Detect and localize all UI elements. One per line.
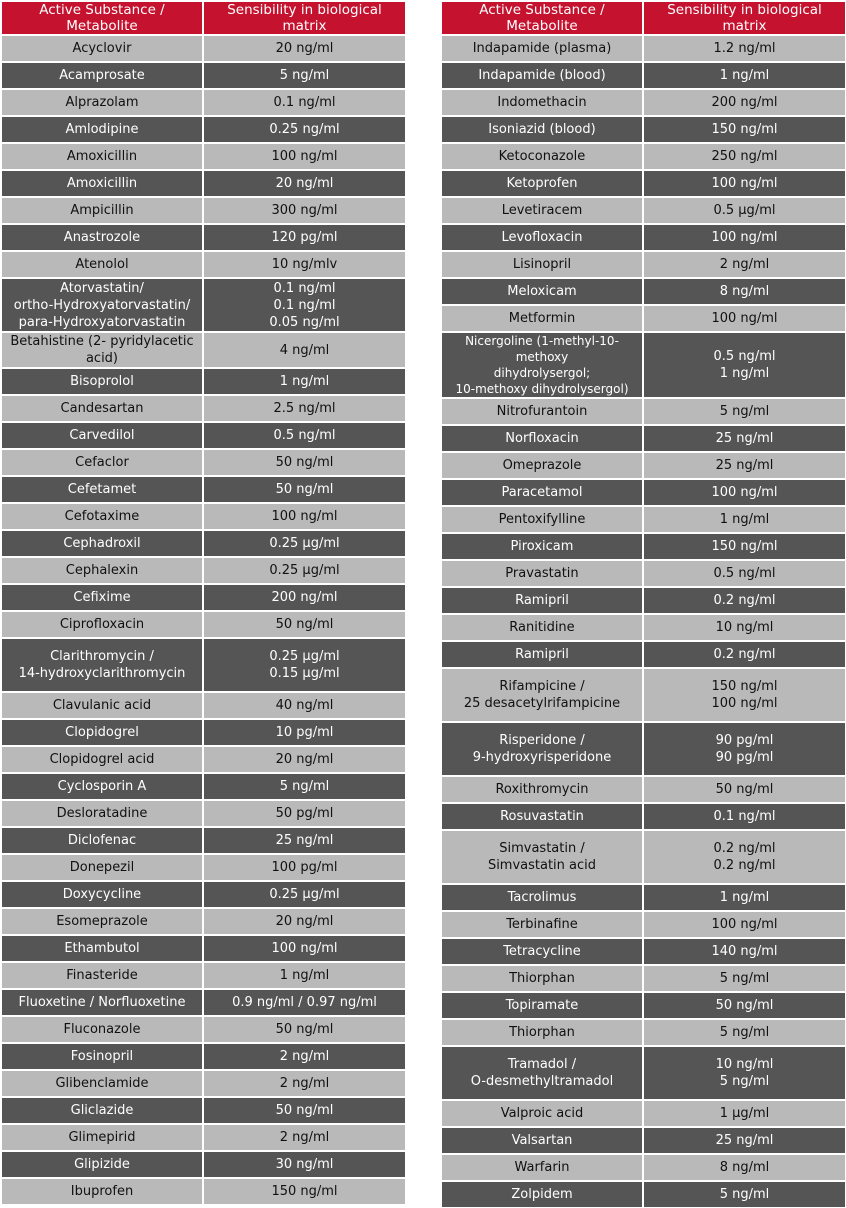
substance-cell: Ketoconazole (441, 143, 643, 170)
substance-cell: Fluoxetine / Norfluoxetine (1, 989, 203, 1016)
sensibility-cell: 0.5 ng/ml 1 ng/ml (643, 332, 846, 398)
substance-cell: Clavulanic acid (1, 692, 203, 719)
sensibility-cell: 100 ng/ml (643, 170, 846, 197)
table-row (1, 449, 406, 476)
sensibility-cell: 100 pg/ml (203, 854, 406, 881)
substance-cell: Simvastatin / Simvastatin acid (441, 830, 643, 884)
substance-cell: Ramipril (441, 587, 643, 614)
substance-cell: Acamprosate (1, 62, 203, 89)
substance-cell: Metformin (441, 305, 643, 332)
table-row (1, 1178, 406, 1205)
table-row (441, 722, 846, 776)
substance-cell: Tacrolimus (441, 884, 643, 911)
header-substance: Active Substance / Metabolite (441, 1, 643, 35)
sensibility-cell: 50 ng/ml (203, 611, 406, 638)
sensibility-cell: 0.2 ng/ml (643, 641, 846, 668)
substance-cell: Clarithromycin / 14-hydroxyclarithromycin (1, 638, 203, 692)
table-row (441, 965, 846, 992)
table-row (441, 506, 846, 533)
substance-cell: Levofloxacin (441, 224, 643, 251)
table-row (441, 587, 846, 614)
table-row (1, 800, 406, 827)
substance-cell: Betahistine (2- pyridylacetic acid) (1, 332, 203, 368)
substance-cell: Thiorphan (441, 1019, 643, 1046)
sensibility-cell: 5 ng/ml (643, 1181, 846, 1208)
sensibility-cell: 0.1 ng/ml 0.1 ng/ml 0.05 ng/ml (203, 278, 406, 332)
sensibility-cell: 2 ng/ml (203, 1124, 406, 1151)
sensibility-cell: 20 ng/ml (203, 746, 406, 773)
sensibility-cell: 50 ng/ml (643, 992, 846, 1019)
sensibility-cell: 1 ng/ml (643, 884, 846, 911)
sensibility-cell: 0.25 µg/ml 0.15 µg/ml (203, 638, 406, 692)
table-row (1, 557, 406, 584)
sensibility-cell: 1 ng/ml (203, 962, 406, 989)
sensibility-cell: 10 pg/ml (203, 719, 406, 746)
sensibility-cell: 50 ng/ml (203, 449, 406, 476)
substance-cell: Isoniazid (blood) (441, 116, 643, 143)
table-row (1, 332, 406, 368)
substance-cell: Finasteride (1, 962, 203, 989)
table-row (441, 116, 846, 143)
sensibility-cell: 120 pg/ml (203, 224, 406, 251)
sensibility-cell: 10 ng/mlv (203, 251, 406, 278)
table-row (1, 62, 406, 89)
substance-cell: Risperidone / 9-hydroxyrisperidone (441, 722, 643, 776)
sensibility-cell: 1 µg/ml (643, 1100, 846, 1127)
sensibility-cell: 100 ng/ml (203, 935, 406, 962)
sensibility-cell: 1 ng/ml (643, 506, 846, 533)
sensibility-cell: 0.25 µg/ml (203, 557, 406, 584)
table-row (1, 251, 406, 278)
table-row (441, 884, 846, 911)
table-row (1, 746, 406, 773)
substance-cell: Indomethacin (441, 89, 643, 116)
sensibility-cell: 0.9 ng/ml / 0.97 ng/ml (203, 989, 406, 1016)
substance-cell: Cephalexin (1, 557, 203, 584)
substance-cell: Cefaclor (1, 449, 203, 476)
sensibility-cell: 200 ng/ml (643, 89, 846, 116)
sensibility-cell: 5 ng/ml (643, 1019, 846, 1046)
substance-cell: Ranitidine (441, 614, 643, 641)
sensibility-cell: 5 ng/ml (203, 773, 406, 800)
substance-cell: Atorvastatin/ ortho-Hydroxyatorvastatin/ para-Hydroxyatorvastatin (1, 278, 203, 332)
table-row (1, 1016, 406, 1043)
substance-cell: Amlodipine (1, 116, 203, 143)
sensibility-cell: 0.1 ng/ml (203, 89, 406, 116)
table-row (1, 908, 406, 935)
substance-cell: Tramadol / O-desmethyltramadol (441, 1046, 643, 1100)
table-row (441, 533, 846, 560)
substance-cell: Glibenclamide (1, 1070, 203, 1097)
sensibility-cell: 0.2 ng/ml 0.2 ng/ml (643, 830, 846, 884)
table-row (1, 368, 406, 395)
table-row (441, 668, 846, 722)
substance-cell: Amoxicillin (1, 143, 203, 170)
sensibility-cell: 8 ng/ml (643, 1154, 846, 1181)
substance-cell: Pentoxifylline (441, 506, 643, 533)
substance-cell: Pravastatin (441, 560, 643, 587)
table-row (441, 479, 846, 506)
table-row (441, 776, 846, 803)
sensibility-cell: 10 ng/ml (643, 614, 846, 641)
table-row (441, 992, 846, 1019)
table-row (441, 143, 846, 170)
table-header-row (1, 1, 406, 35)
sensibility-cell: 100 ng/ml (203, 143, 406, 170)
substance-cell: Acyclovir (1, 35, 203, 62)
substance-cell: Ampicillin (1, 197, 203, 224)
table-row (1, 638, 406, 692)
substance-cell: Roxithromycin (441, 776, 643, 803)
sensibility-cell: 25 ng/ml (643, 452, 846, 479)
table-row (441, 452, 846, 479)
sensibility-cell: 250 ng/ml (643, 143, 846, 170)
substance-cell: Diclofenac (1, 827, 203, 854)
table-row (1, 197, 406, 224)
substance-cell: Tetracycline (441, 938, 643, 965)
sensibility-cell: 100 ng/ml (643, 911, 846, 938)
substance-cell: Zolpidem (441, 1181, 643, 1208)
substance-cell: Rosuvastatin (441, 803, 643, 830)
substance-cell: Ketoprofen (441, 170, 643, 197)
substance-cell: Glimepirid (1, 1124, 203, 1151)
table-row (1, 116, 406, 143)
substance-cell: Alprazolam (1, 89, 203, 116)
substance-cell: Fosinopril (1, 1043, 203, 1070)
table-row (1, 854, 406, 881)
substance-cell: Cefotaxime (1, 503, 203, 530)
substance-cell: Lisinopril (441, 251, 643, 278)
table-row (441, 251, 846, 278)
sensibility-cell: 0.5 ng/ml (203, 422, 406, 449)
substance-cell: Doxycycline (1, 881, 203, 908)
table-row (441, 35, 846, 62)
substance-cell: Terbinafine (441, 911, 643, 938)
table-row (441, 305, 846, 332)
substance-cell: Candesartan (1, 395, 203, 422)
header-sensibility: Sensibility in biological matrix (203, 1, 406, 35)
table-row (441, 938, 846, 965)
substance-cell: Indapamide (plasma) (441, 35, 643, 62)
sensibility-cell: 140 ng/ml (643, 938, 846, 965)
substance-cell: Ciprofloxacin (1, 611, 203, 638)
table-row (1, 719, 406, 746)
table-row (1, 827, 406, 854)
sensibility-cell: 0.25 ng/ml (203, 116, 406, 143)
table-row (441, 278, 846, 305)
table-row (1, 1124, 406, 1151)
sensibility-cell: 50 ng/ml (203, 1016, 406, 1043)
sensibility-cell: 40 ng/ml (203, 692, 406, 719)
table-header-row (441, 1, 846, 35)
table-row (1, 530, 406, 557)
substance-cell: Ramipril (441, 641, 643, 668)
sensibility-cell: 1 ng/ml (643, 62, 846, 89)
table-row (441, 1046, 846, 1100)
table-row (1, 773, 406, 800)
table-row (1, 881, 406, 908)
table-row (441, 425, 846, 452)
table-row (1, 584, 406, 611)
table-row (441, 614, 846, 641)
substance-cell: Norfloxacin (441, 425, 643, 452)
substance-cell: Bisoprolol (1, 368, 203, 395)
table-row (1, 1151, 406, 1178)
substance-cell: Atenolol (1, 251, 203, 278)
sensibility-cell: 90 pg/ml 90 pg/ml (643, 722, 846, 776)
substance-cell: Cefixime (1, 584, 203, 611)
sensibility-cell: 5 ng/ml (643, 965, 846, 992)
left-substance-table (1, 1, 406, 1205)
sensibility-cell: 10 ng/ml 5 ng/ml (643, 1046, 846, 1100)
substance-cell: Anastrozole (1, 224, 203, 251)
header-sensibility: Sensibility in biological matrix (643, 1, 846, 35)
substance-cell: Cefetamet (1, 476, 203, 503)
sensibility-cell: 0.25 µg/ml (203, 530, 406, 557)
sensibility-cell: 0.1 ng/ml (643, 803, 846, 830)
sensibility-cell: 150 ng/ml (643, 533, 846, 560)
sensibility-cell: 100 ng/ml (203, 503, 406, 530)
sensibility-cell: 25 ng/ml (643, 1127, 846, 1154)
substance-cell: Gliclazide (1, 1097, 203, 1124)
table-row (441, 224, 846, 251)
sensibility-cell: 5 ng/ml (643, 398, 846, 425)
substance-cell: Omeprazole (441, 452, 643, 479)
substance-cell: Cyclosporin A (1, 773, 203, 800)
table-row (1, 692, 406, 719)
table-row (1, 422, 406, 449)
substance-cell: Carvedilol (1, 422, 203, 449)
substance-cell: Topiramate (441, 992, 643, 1019)
table-row (1, 935, 406, 962)
table-row (441, 197, 846, 224)
substance-cell: Ethambutol (1, 935, 203, 962)
table-row (1, 611, 406, 638)
sensibility-cell: 20 ng/ml (203, 170, 406, 197)
table-row (1, 395, 406, 422)
sensibility-cell: 50 ng/ml (643, 776, 846, 803)
sensibility-cell: 100 ng/ml (643, 224, 846, 251)
table-row (441, 170, 846, 197)
substance-cell: Warfarin (441, 1154, 643, 1181)
substance-cell: Thiorphan (441, 965, 643, 992)
sensibility-cell: 50 ng/ml (203, 1097, 406, 1124)
sensibility-cell: 0.5 µg/ml (643, 197, 846, 224)
substance-cell: Amoxicillin (1, 170, 203, 197)
sensibility-cell: 0.2 ng/ml (643, 587, 846, 614)
sensibility-cell: 50 pg/ml (203, 800, 406, 827)
sensibility-cell: 30 ng/ml (203, 1151, 406, 1178)
sensibility-cell: 150 ng/ml 100 ng/ml (643, 668, 846, 722)
sensibility-cell: 100 ng/ml (643, 479, 846, 506)
substance-cell: Levetiracem (441, 197, 643, 224)
sensibility-cell: 20 ng/ml (203, 35, 406, 62)
substance-cell: Clopidogrel (1, 719, 203, 746)
substance-cell: Esomeprazole (1, 908, 203, 935)
table-row (441, 398, 846, 425)
header-substance: Active Substance / Metabolite (1, 1, 203, 35)
table-row (441, 332, 846, 398)
table-row (1, 35, 406, 62)
table-row (441, 1154, 846, 1181)
table-row (1, 143, 406, 170)
substance-cell: Indapamide (blood) (441, 62, 643, 89)
sensibility-cell: 0.25 µg/ml (203, 881, 406, 908)
table-row (441, 1019, 846, 1046)
substance-cell: Meloxicam (441, 278, 643, 305)
substance-cell: Valsartan (441, 1127, 643, 1154)
sensibility-cell: 2 ng/ml (203, 1043, 406, 1070)
table-row (1, 962, 406, 989)
sensibility-cell: 25 ng/ml (203, 827, 406, 854)
substance-cell: Cephadroxil (1, 530, 203, 557)
table-row (441, 641, 846, 668)
substance-cell: Glipizide (1, 1151, 203, 1178)
table-row (441, 803, 846, 830)
substance-cell: Nicergoline (1-methyl-10-methoxy dihydrolysergol; 10-methoxy dihydrolysergol) (441, 332, 643, 398)
sensibility-cell: 2.5 ng/ml (203, 395, 406, 422)
right-substance-table (441, 1, 846, 1208)
table-row (1, 1043, 406, 1070)
sensibility-cell: 200 ng/ml (203, 584, 406, 611)
substance-cell: Piroxicam (441, 533, 643, 560)
table-row (441, 62, 846, 89)
table-row (441, 1127, 846, 1154)
substance-cell: Ibuprofen (1, 1178, 203, 1205)
table-row (1, 170, 406, 197)
sensibility-cell: 0.5 ng/ml (643, 560, 846, 587)
substance-cell: Paracetamol (441, 479, 643, 506)
table-row (1, 503, 406, 530)
table-row (441, 830, 846, 884)
sensibility-cell: 150 ng/ml (643, 116, 846, 143)
substance-cell: Nitrofurantoin (441, 398, 643, 425)
table-row (1, 989, 406, 1016)
table-row (1, 224, 406, 251)
right-table-body (441, 35, 846, 1208)
sensibility-cell: 25 ng/ml (643, 425, 846, 452)
table-row (441, 911, 846, 938)
table-row (1, 89, 406, 116)
substance-cell: Fluconazole (1, 1016, 203, 1043)
table-row (441, 1181, 846, 1208)
sensibility-cell: 1.2 ng/ml (643, 35, 846, 62)
sensibility-cell: 4 ng/ml (203, 332, 406, 368)
sensibility-cell: 300 ng/ml (203, 197, 406, 224)
table-row (1, 1070, 406, 1097)
sensibility-cell: 50 ng/ml (203, 476, 406, 503)
table-row (441, 89, 846, 116)
table-row (441, 560, 846, 587)
table-row (1, 476, 406, 503)
table-row (1, 1097, 406, 1124)
sensibility-cell: 5 ng/ml (203, 62, 406, 89)
sensibility-cell: 20 ng/ml (203, 908, 406, 935)
sensibility-cell: 2 ng/ml (203, 1070, 406, 1097)
substance-cell: Rifampicine / 25 desacetylrifampicine (441, 668, 643, 722)
left-table-body (1, 35, 406, 1205)
sensibility-cell: 8 ng/ml (643, 278, 846, 305)
substance-cell: Clopidogrel acid (1, 746, 203, 773)
sensibility-cell: 2 ng/ml (643, 251, 846, 278)
substance-cell: Donepezil (1, 854, 203, 881)
table-row (1, 278, 406, 332)
substance-cell: Desloratadine (1, 800, 203, 827)
sensibility-cell: 100 ng/ml (643, 305, 846, 332)
sensibility-cell: 150 ng/ml (203, 1178, 406, 1205)
table-row (441, 1100, 846, 1127)
sensibility-cell: 1 ng/ml (203, 368, 406, 395)
substance-cell: Valproic acid (441, 1100, 643, 1127)
